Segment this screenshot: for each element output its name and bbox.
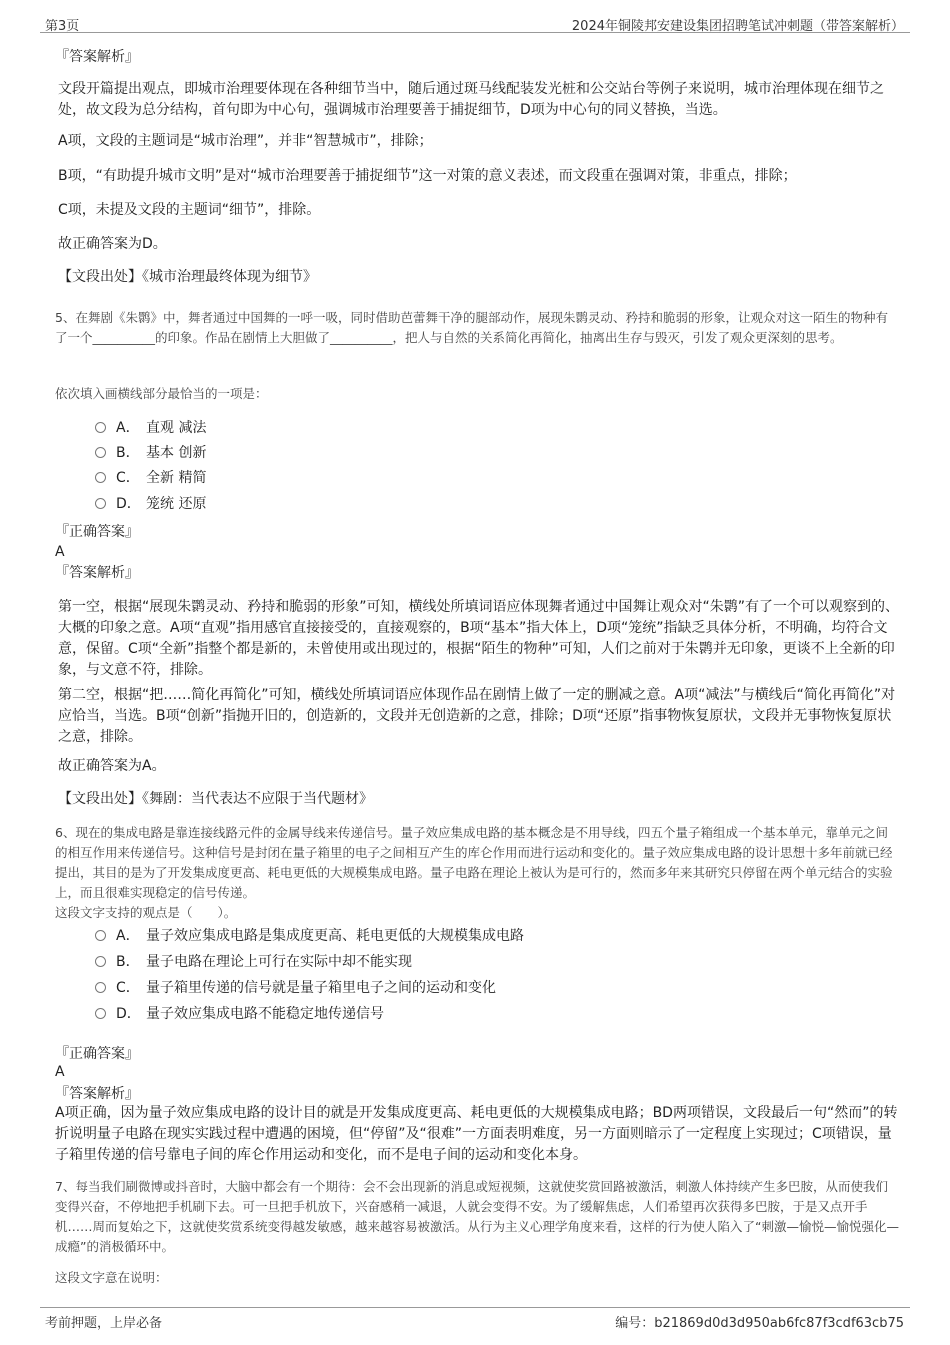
q4-analysis-label: 『答案解析』 <box>55 49 139 65</box>
q5-blank-1: __________ <box>92 330 156 345</box>
page-header <box>0 0 950 32</box>
q6-analysis-label: 『答案解析』 <box>55 1086 139 1102</box>
radio-icon[interactable] <box>95 422 106 433</box>
q6-option-c[interactable]: C． 量子箱里传递的信号就是量子箱里电子之间的运动和变化 <box>95 978 496 998</box>
q5-option-b[interactable]: B． 基本 创新 <box>95 443 206 463</box>
radio-icon[interactable] <box>95 447 106 458</box>
q5-prompt: 依次填入画横线部分最恰当的一项是： <box>55 386 268 401</box>
radio-icon[interactable] <box>95 956 106 967</box>
q5-analysis-para-1: 第一空，根据“展现朱鹮灵动、矜持和脆弱的形象”可知，横线处所填词语应体现舞者通过中国舞让观众对“朱鹮”有了一个可以观察到的、大概的印象之意。A项“直观”指用感官直接接受的，直接观察的，B项“基本”指大体上，D项“笼统”指缺乏具体分析，不明确，均符合文意，保留。C项“全新”指整个都是新的，未曾使用或出现过的，根据“陌生的物种”可知，人们之前对于朱鹮并无印象，更谈不上全新的印象，与文意不符，排除。 <box>58 599 900 678</box>
q6-option-b[interactable]: B． 量子电路在理论上可行在实际中却不能实现 <box>95 952 412 972</box>
q5-analysis-label: 『答案解析』 <box>55 565 139 581</box>
q6-option-d[interactable]: D． 量子效应集成电路不能稳定地传递信号 <box>95 1004 384 1024</box>
radio-icon[interactable] <box>95 930 106 941</box>
q5-source: 【文段出处】《舞剧：当代表达不应限于当代题材》 <box>58 791 373 807</box>
q6-option-a[interactable]: A． 量子效应集成电路是集成度更高、耗电更低的大规模集成电路 <box>95 926 524 946</box>
q4-conclusion: 故正确答案为D。 <box>58 236 167 252</box>
q5-answer: A <box>55 544 65 560</box>
q4-source: 【文段出处】《城市治理最终体现为细节》 <box>58 269 317 285</box>
footer-doc-id: 编号：b21869d0d3d950ab6fc87f3cdf63cb75 <box>615 1316 904 1331</box>
q6-answer-label: 『正确答案』 <box>55 1046 139 1062</box>
q6-analysis: A项正确，因为量子效应集成电路的设计目的就是开发集成度更高、耗电更低的大规模集成电路；BD两项错误，文段最后一句“然而”的转折说明量子电路在现实实践过程中遭遇的困境，但“停留”及“很难”一方面表明难度，另一方面则暗示了一定程度上实现过；C项错误，量子箱里传递的信号靠电子间的库仑作用运动和变化，而不是电子间的运动和变化本身。 <box>55 1105 898 1163</box>
q6-stem: 6、现在的集成电路是靠连接线路元件的金属导线来传递信号。量子效应集成电路的基本概念是不用导线，四五个量子箱组成一个基本单元，靠单元之间的相互作用来传递信号。这种信号是封闭在量子箱里的电子之间相互产生的库仑作用而进行运动和变化的。量子效应集成电路的设计思想十多年前就已经提出，其目的是为了开发集成度更高、耗电更低的大规模集成电路。量子电路在理论上被认为是可行的，然而多年来其研究只停留在两个单元结合的实验上，而且很难实现稳定的信号传递。 <box>55 825 893 900</box>
q5-answer-label: 『正确答案』 <box>55 524 139 540</box>
q5-stem: 5、在舞剧《朱鹮》中，舞者通过中国舞的一呼一吸，同时借助芭蕾舞干净的腿部动作，展现朱鹮灵动、矜持和脆弱的形象，让观众对这一陌生的物种有了一个__________的印象。作品在剧情上大胆做了__________，把人与自然的关系简化再简化，抽离出生存与毁灭，引发了观众更深刻的思考。 <box>55 310 888 345</box>
q5-option-a[interactable]: A． 直观 减法 <box>95 418 206 438</box>
radio-icon[interactable] <box>95 498 106 509</box>
q5-conclusion: 故正确答案为A。 <box>58 758 166 774</box>
q7-prompt: 这段文字意在说明： <box>55 1270 168 1285</box>
q7-stem: 7、每当我们刷微博或抖音时，大脑中都会有一个期待：会不会出现新的消息或短视频，这就使奖赏回路被激活，刺激人体持续产生多巴胺，从而使我们变得兴奋，不停地把手机刷下去。可一旦把手机放下，兴奋感稍一减退，人就会变得不安。为了缓解焦虑，人们希望再次获得多巴胺，于是又点开手机……周而复始之下，这就使奖赏系统变得越发敏感，越来越容易被激活。从行为主义心理学角度来看，这样的行为使人陷入了“刺激—愉悦—愉悦强化—成瘾”的消极循环中。 <box>55 1179 899 1254</box>
q4-option-b-note: B项，“有助提升城市文明”是对“城市治理要善于捕捉细节”这一对策的意义表述，而文段重在强调对策，非重点，排除； <box>58 168 797 184</box>
q4-option-a-note: A项，文段的主题词是“城市治理”，并非“智慧城市”，排除； <box>58 133 433 149</box>
q6-answer: A <box>55 1064 65 1080</box>
radio-icon[interactable] <box>95 472 106 483</box>
document-title: 2024年铜陵邦安建设集团招聘笔试冲刺题（带答案解析） <box>571 19 904 34</box>
q4-option-c-note: C项，未提及文段的主题词“细节”，排除。 <box>58 202 321 218</box>
footer-divider <box>40 1307 910 1308</box>
q5-analysis-para-2: 第二空，根据“把……简化再简化”可知，横线处所填词语应体现作品在剧情上做了一定的删减之意。A项“减法”与横线后“简化再简化”对应恰当，当选。B项“创新”指抛开旧的，创造新的，文段并无创造新的之意，排除；D项“还原”指事物恢复原状，文段并无事物恢复原状之意，排除。 <box>58 687 896 745</box>
radio-icon[interactable] <box>95 982 106 993</box>
header-divider <box>40 32 910 33</box>
footer-slogan: 考前押题，上岸必备 <box>45 1316 163 1331</box>
q5-option-c[interactable]: C． 全新 精简 <box>95 468 206 488</box>
q5-option-d[interactable]: D． 笼统 还原 <box>95 494 206 514</box>
radio-icon[interactable] <box>95 1008 106 1019</box>
q6-prompt: 这段文字支持的观点是（ ）。 <box>55 905 237 920</box>
page-number: 第3页 <box>45 19 80 34</box>
q4-analysis-para: 文段开篇提出观点，即城市治理要体现在各种细节当中，随后通过斑马线配装发光桩和公交站台等例子来说明，城市治理体现在细节之处，故文段为总分结构，首句即为中心句，强调城市治理要善于捕捉细节，D项为中心句的同义替换，当选。 <box>58 81 884 118</box>
q5-blank-2: __________ <box>330 330 393 345</box>
